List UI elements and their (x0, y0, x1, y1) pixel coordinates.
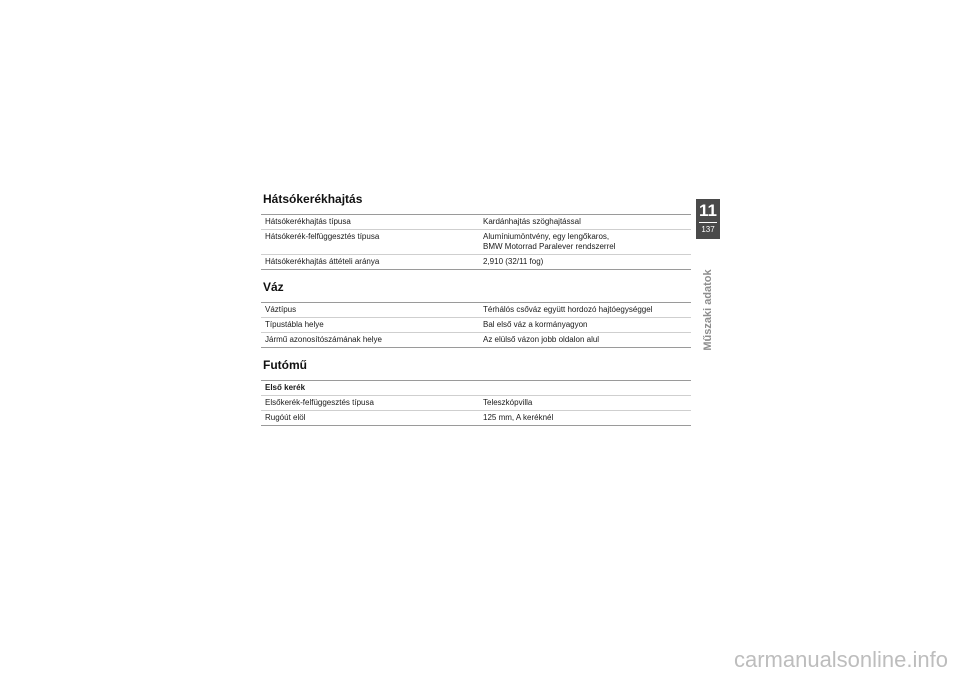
spec-key: Típustábla helye (265, 320, 324, 329)
table-subheading-row (261, 381, 691, 396)
spec-value: Teleszkópvilla (483, 398, 533, 407)
spec-key: Váztípus (265, 305, 297, 314)
spec-key: Rugóút elöl (265, 413, 306, 422)
section-frame (261, 280, 691, 348)
table-row (261, 411, 691, 426)
section-chassis (261, 358, 691, 426)
chapter-number: 11 (699, 201, 717, 220)
spec-content (261, 192, 691, 436)
chapter-divider (699, 222, 717, 223)
spec-key: Hátsókerékhajtás áttételi aránya (265, 257, 380, 266)
spec-table (261, 380, 691, 426)
spec-value: 125 mm, A keréknél (483, 413, 554, 422)
spec-value: Bal első váz a kormányagyon (483, 320, 588, 329)
section-title: Váz (263, 280, 284, 294)
section-rear-drive (261, 192, 691, 270)
page-number: 137 (701, 225, 715, 234)
spec-value: Kardánhajtás szöghajtással (483, 217, 581, 226)
table-row (261, 396, 691, 411)
table-row (261, 303, 691, 318)
table-row (261, 230, 691, 255)
table-row (261, 318, 691, 333)
spec-value (479, 230, 691, 255)
table-row (261, 333, 691, 348)
spec-key: Elsőkerék-felfüggesztés típusa (265, 398, 374, 407)
spec-value: Az elülső vázon jobb oldalon alul (483, 335, 600, 344)
spec-value-line: Alumíniumöntvény, egy lengőkaros, (483, 232, 610, 241)
spec-value: Térhálós csőváz együtt hordozó hajtóegységgel (483, 305, 653, 314)
chapter-tab (696, 199, 720, 239)
spec-key: Hátsókerék-felfüggesztés típusa (265, 232, 380, 241)
table-row (261, 255, 691, 270)
section-title: Futómű (263, 358, 307, 372)
spec-table (261, 214, 691, 270)
table-subheading: Első kerék (265, 383, 306, 392)
spec-key: Jármű azonosítószámának helye (265, 335, 382, 344)
watermark: carmanualsonline.info (733, 647, 948, 672)
table-row (261, 215, 691, 230)
chapter-side-label: Műszaki adatok (702, 269, 714, 351)
section-title: Hátsókerékhajtás (263, 192, 363, 206)
spec-value-line: BMW Motorrad Paralever rendszerrel (483, 242, 616, 251)
spec-table (261, 302, 691, 348)
spec-value: 2,910 (32/11 fog) (483, 257, 544, 266)
spec-key: Hátsókerékhajtás típusa (265, 217, 351, 226)
